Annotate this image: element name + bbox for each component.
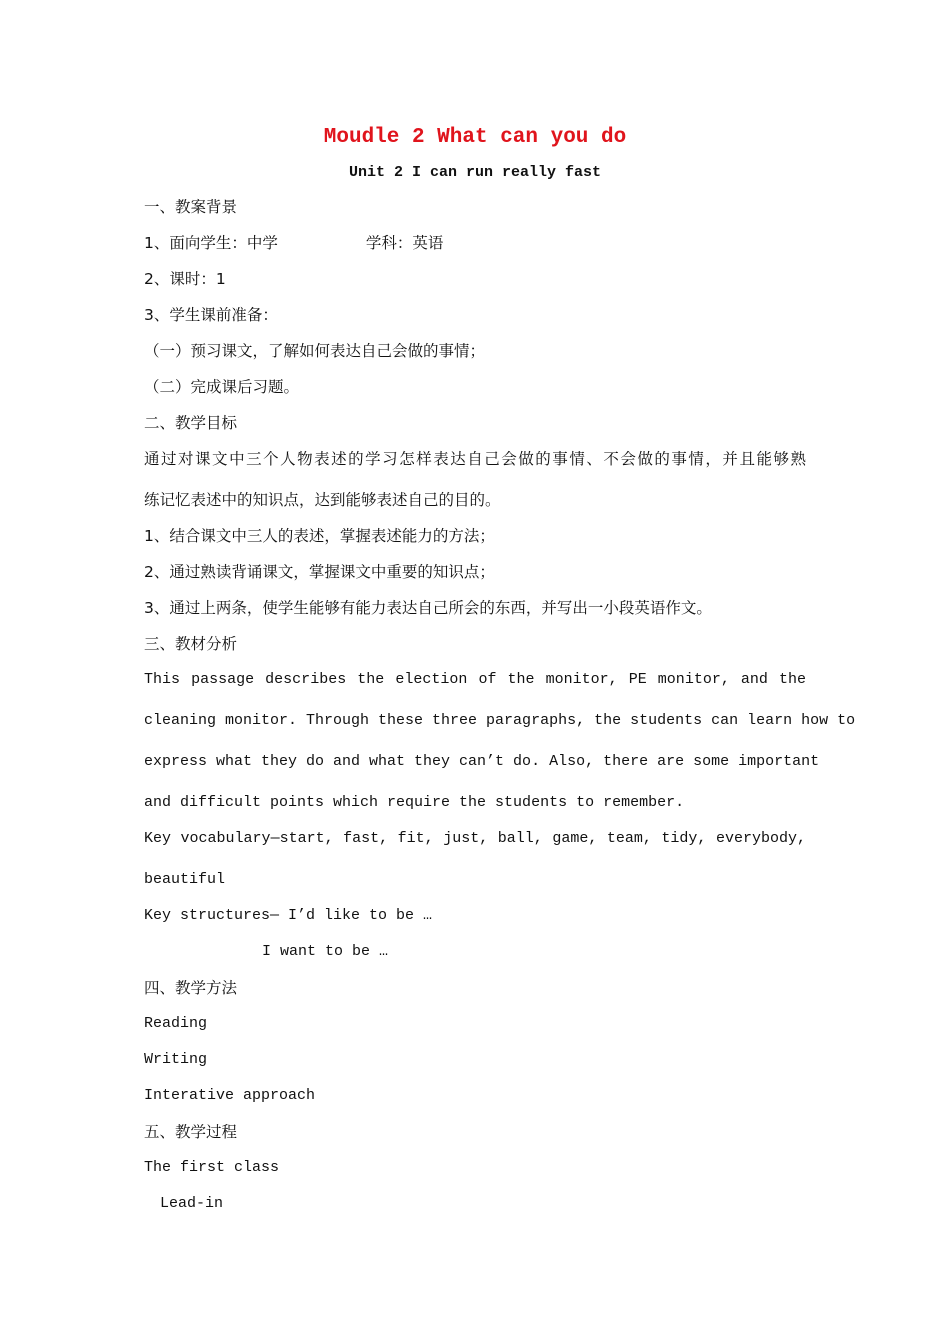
background-item-preparation: 3、学生课前准备： bbox=[144, 306, 278, 324]
background-item-students bbox=[144, 233, 443, 253]
key-vocabulary-line-1: Key vocabulary—start, fast, fit, just, ball, game, team, tidy, everybody, bbox=[144, 830, 806, 847]
objective-item-1: 1、结合课文中三人的表述，掌握表述能力的方法； bbox=[144, 527, 495, 545]
section-heading-analysis: 三、教材分析 bbox=[144, 635, 238, 653]
section-heading-objectives: 二、教学目标 bbox=[144, 414, 238, 432]
background-item-subject-label: 学科：英语 bbox=[365, 234, 444, 252]
process-item-first-class: The first class bbox=[144, 1159, 280, 1176]
section-heading-process: 五、教学过程 bbox=[144, 1123, 238, 1141]
page-subtitle: Unit 2 I can run really fast bbox=[348, 164, 602, 181]
objectives-paragraph-line-2: 练记忆表述中的知识点，达到能够表述自己的目的。 bbox=[144, 491, 501, 509]
section-heading-methods: 四、教学方法 bbox=[144, 979, 238, 997]
key-vocabulary-line-2: beautiful bbox=[144, 871, 226, 888]
process-item-lead-in: Lead-in bbox=[160, 1195, 224, 1212]
preparation-sub-item-1: （一）预习课文，了解如何表达自己会做的事情； bbox=[144, 342, 486, 360]
page-title: Moudle 2 What can you do bbox=[323, 126, 627, 149]
analysis-paragraph-line-3: express what they do and what they can’t do. Also, there are some important bbox=[144, 753, 820, 770]
analysis-paragraph-line-2: cleaning monitor. Through these three paragraphs, the students can learn how to bbox=[144, 712, 856, 729]
key-structures-line-2: I want to be … bbox=[262, 943, 389, 960]
objective-item-3: 3、通过上两条，使学生能够有能力表达自己所会的东西，并写出一小段英语作文。 bbox=[144, 599, 712, 617]
background-item-students-label: 1、面向学生：中学 bbox=[144, 234, 278, 252]
key-structures-line-1: Key structures— I’d like to be … bbox=[144, 907, 433, 924]
section-heading-background: 一、教案背景 bbox=[144, 198, 238, 216]
analysis-paragraph-line-1: This passage describes the election of the monitor, PE monitor, and the bbox=[144, 671, 806, 688]
objectives-paragraph-line-1: 通过对课文中三个人物表述的学习怎样表达自己会做的事情、不会做的事情，并且能够熟 bbox=[144, 450, 806, 468]
method-item-writing: Writing bbox=[144, 1051, 208, 1068]
objective-item-2: 2、通过熟读背诵课文，掌握课文中重要的知识点； bbox=[144, 563, 495, 581]
preparation-sub-item-2: （二）完成课后习题。 bbox=[144, 378, 300, 396]
background-item-periods: 2、课时：1 bbox=[144, 270, 226, 288]
analysis-paragraph-line-4: and difficult points which require the students to remember. bbox=[144, 794, 685, 811]
method-item-interactive: Interative approach bbox=[144, 1087, 316, 1104]
method-item-reading: Reading bbox=[144, 1015, 208, 1032]
